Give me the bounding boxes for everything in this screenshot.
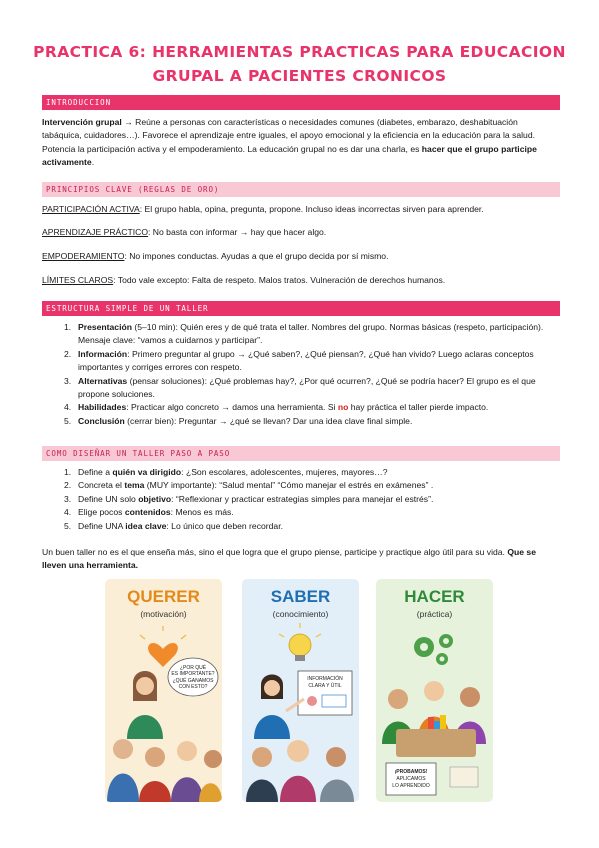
item-number: 2. xyxy=(64,480,72,491)
person-body xyxy=(127,715,163,739)
panel-subheading: (práctica) xyxy=(416,609,453,619)
principle-text: : Todo vale excepto: Falta de respeto. Malos tratos. Vulneración de derechos humanos. xyxy=(113,275,446,285)
highlight-no: no xyxy=(337,402,349,413)
intro-body: → Reúne a personas con características o necesidades comunes (diabetes, embarazo, deshabituación tabáquica, cuidadores…). Favorece el aprendizaje entre iguales, el apoyo emocional y la eficiencia en la educación para la salud. Potencia la participación activa y el empoderamiento. La educación grupal no es dar una charla, es xyxy=(42,117,536,154)
item-text: (MUY importante): “Salud mental” “Cómo manejar el estrés en exámenes” . xyxy=(144,480,434,491)
item-text: : Menos es más. xyxy=(170,507,234,518)
design-item xyxy=(42,506,556,519)
panel-hacer xyxy=(376,579,493,802)
item-number: 1. xyxy=(64,322,72,332)
heart-icon xyxy=(148,643,178,667)
item-term: Conclusión xyxy=(78,415,125,426)
item-text: : “Reflexionar y practicar estrategias simples para manejar el estrés”. xyxy=(171,493,434,504)
structure-item xyxy=(42,375,556,402)
intro-header: INTRODUCCION xyxy=(42,95,560,110)
item-text: (cerrar bien): Preguntar → ¿qué se llevan? Dar una idea clave final simple. xyxy=(124,415,413,426)
principle-text: : No impones conductas. Ayudas a que el grupo decida por sí mismo. xyxy=(124,251,389,261)
item-text: Concreta el xyxy=(78,480,125,491)
board-line-1: INFORMACIÓN xyxy=(307,676,343,682)
structure-item xyxy=(42,321,556,348)
notebook xyxy=(450,767,478,787)
principle-item xyxy=(42,250,554,263)
panel-querer xyxy=(105,579,222,802)
panel-heading: HACER xyxy=(404,587,465,606)
item-number: 3. xyxy=(64,375,72,386)
structure-list xyxy=(42,321,556,428)
structure-item xyxy=(42,348,556,375)
design-item xyxy=(42,466,556,479)
panel-saber xyxy=(242,579,359,802)
closing-text: Un buen taller no es el que enseña más, sino el que logra que el grupo piense, participe y practique algo útil para su vida. xyxy=(42,547,508,557)
item-number: 5. xyxy=(64,415,72,426)
item-text: Elige pocos xyxy=(78,507,125,518)
item-text: Define UN solo xyxy=(78,493,139,504)
closing-emphasis: Que se lleven una herramienta. xyxy=(42,547,536,571)
item-text: (5–10 min): Quién eres y de qué trata el taller. Nombres del grupo. Normas básicas (respeto, participación). Mensaje clave: “vamos a cuidarnos y participar”. xyxy=(78,322,544,346)
item-term: tema xyxy=(124,480,145,491)
panel-heading: QUERER xyxy=(127,587,200,606)
bubble-line-3: ¿QUÉ GANAMOS xyxy=(172,678,214,684)
principle-item xyxy=(42,203,554,216)
intro-end: . xyxy=(91,157,95,168)
panel-heading: SABER xyxy=(270,587,331,606)
item-number: 3. xyxy=(64,493,72,504)
item-term: Información xyxy=(78,348,128,359)
bubble-line-4: CON ESTO? xyxy=(178,684,208,690)
design-list xyxy=(42,466,556,533)
design-item xyxy=(42,493,556,506)
design-item xyxy=(42,479,556,492)
board-line-2: CLARA Y ÚTIL xyxy=(308,683,342,689)
item-term: Alternativas xyxy=(78,375,128,386)
table xyxy=(396,729,476,757)
item-number: 5. xyxy=(64,520,72,531)
item-number: 4. xyxy=(64,402,72,413)
intro-paragraph xyxy=(42,116,554,170)
person-body xyxy=(254,715,290,739)
item-text: Define a xyxy=(78,467,113,477)
item-term: Habilidades xyxy=(78,402,127,413)
title-line-2: GRUPAL A PACIENTES CRONICOS xyxy=(152,67,447,85)
sign-line-1: ¡PROBAMOS! xyxy=(394,769,428,775)
item-text: Define UNA xyxy=(78,520,126,531)
structure-header: ESTRUCTURA SIMPLE DE UN TALLER xyxy=(42,301,560,316)
design-item xyxy=(42,520,556,533)
bubble-line-1: ¿POR QUÉ xyxy=(179,665,207,671)
item-number: 1. xyxy=(64,467,72,477)
item-term: objetivo xyxy=(138,493,172,504)
bubble-line-2: ES IMPORTANTE? xyxy=(171,671,215,677)
title-line-1: PRACTICA 6: HERRAMIENTAS PRACTICAS PARA EDUCACION xyxy=(33,43,566,61)
sign-line-2: APLICAMOS xyxy=(396,776,426,782)
principle-term: PARTICIPACIÓN ACTIVA xyxy=(42,204,140,214)
item-number: 2. xyxy=(64,348,72,359)
closing-paragraph xyxy=(42,546,554,573)
design-header: COMO DISEÑAR UN TALLER PASO A PASO xyxy=(42,446,560,461)
item-text: : ¿Son escolares, adolescentes, mujeres, mayores…? xyxy=(181,467,388,477)
lightbulb-icon xyxy=(289,634,311,656)
item-text: (pensar soluciones): ¿Qué problemas hay?, ¿Por qué ocurren?, ¿Qué se podría hacer? El grupo es el que propone soluciones. xyxy=(78,375,536,400)
item-term: quién va dirigido xyxy=(112,467,182,477)
item-term: Presentación xyxy=(78,322,132,332)
principle-item xyxy=(42,226,554,239)
principle-text: : No basta con informar → hay que hacer algo. xyxy=(148,227,327,237)
heart-rays-icon xyxy=(140,626,186,639)
panel-subheading: (motivación) xyxy=(140,609,187,619)
principle-term: EMPODERAMIENTO xyxy=(42,251,125,261)
item-number: 4. xyxy=(64,507,72,518)
intro-emphasis: hacer que el grupo participe activamente xyxy=(42,143,537,168)
panel-subheading: (conocimiento) xyxy=(272,609,329,619)
sign-line-3: LO APRENDIDO xyxy=(392,783,430,789)
item-text: : Primero preguntar al grupo → ¿Qué saben?, ¿Qué piensan?, ¿Qué han vivido? Luego aclaras conceptos importantes y corriges errores con respeto. xyxy=(78,348,534,373)
structure-item xyxy=(42,415,556,428)
principle-term: LÍMITES CLAROS xyxy=(42,275,114,285)
speech-bubble xyxy=(168,658,218,696)
brain-icon xyxy=(307,696,317,706)
item-text: hay práctica el taller pierde impacto. xyxy=(348,402,489,413)
item-text: : Practicar algo concreto → damos una herramienta. Si xyxy=(126,402,338,413)
item-term: idea clave xyxy=(125,520,167,531)
page-title xyxy=(20,40,579,88)
principles-header: PRINCIPIOS CLAVE (REGLAS DE ORO) xyxy=(42,182,560,197)
structure-item xyxy=(42,401,556,414)
principle-item xyxy=(42,274,554,287)
principle-term: APRENDIZAJE PRÁCTICO xyxy=(42,227,149,237)
item-text: : Lo único que deben recordar. xyxy=(166,520,283,531)
intro-lead: Intervención grupal xyxy=(42,117,122,127)
item-term: contenidos xyxy=(124,507,171,518)
principle-text: : El grupo habla, opina, pregunta, propone. Incluso ideas incorrectas sirven para aprender. xyxy=(139,204,484,214)
